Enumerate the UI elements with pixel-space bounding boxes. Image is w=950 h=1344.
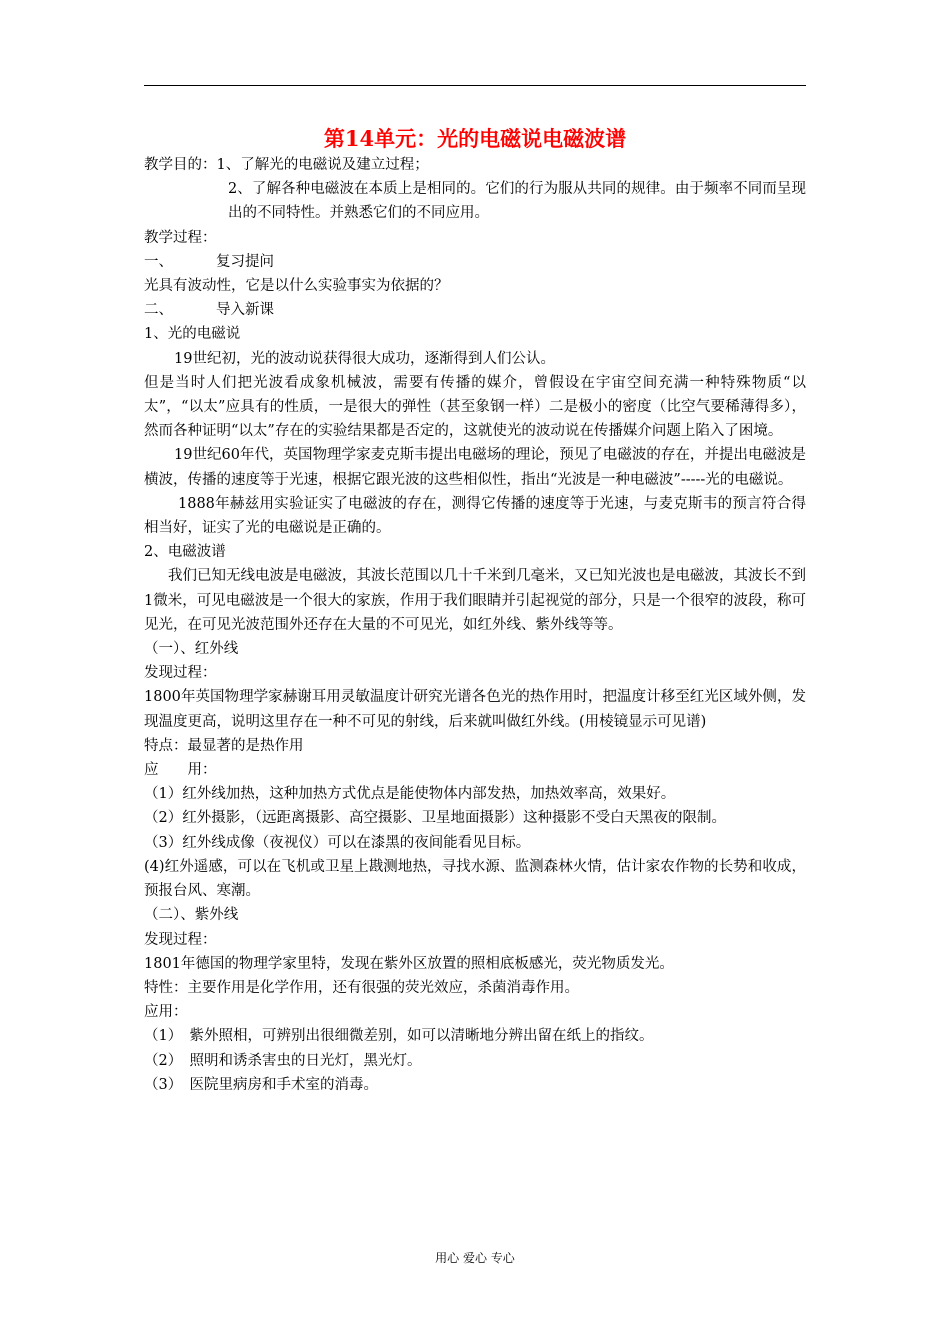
subsection-electromagnetic-theory: 1、光的电磁说 — [144, 326, 241, 343]
page-title: 第14单元：光的电磁说电磁波谱 — [323, 126, 627, 151]
infrared-application-3: （3）红外线成像（夜视仪）可以在漆黑的夜间能看见目标。 — [144, 834, 531, 851]
ultraviolet-application-label: 应用： — [144, 1004, 188, 1021]
ultraviolet-discovery-label: 发现过程： — [144, 931, 217, 948]
page-footer: 用心 爱心 专心 — [435, 1251, 515, 1265]
paragraph-spectrum: 我们已知无线电波是电磁波，其波长范围以几十千米到几毫米，又已知光波也是电磁波，其波长不到1微米，可见电磁波是一个很大的家族，作用于我们眼睛并引起视觉的部分，只是一个很窄的波段，称可见光，在可见光波范围外还存在大量的不可见光，如红外线、紫外线等等。 — [144, 568, 806, 633]
infrared-discovery-text: 1800年英国物理学家赫谢耳用灵敏温度计研究光谱各色光的热作用时，把温度计移至红光区域外侧，发现温度更高，说明这里存在一种不可见的射线，后来就叫做红外线。(用棱镜显示可见谱) — [144, 689, 806, 730]
infrared-heading: （一）、红外线 — [144, 641, 239, 658]
infrared-discovery-label: 发现过程： — [144, 665, 217, 682]
section-2-heading — [144, 298, 806, 322]
section-2-number: 二、 — [144, 302, 173, 319]
review-question: 光具有波动性，它是以什么实验事实为依据的？ — [144, 278, 449, 295]
paragraph-wave-theory: 19世纪初，光的波动说获得很大成功，逐渐得到人们公认。 — [174, 350, 555, 367]
paragraph-ether: 但是当时人们把光波看成象机械波，需要有传播的媒介，曾假设在宇宙空间充满一种特殊物质“以太”，“以太”应具有的性质，一是很大的弹性（甚至象钢一样）二是极小的密度（比空气要稀薄得多），然而各种证明“以太”存在的实验结果都是否定的，这就使光的波动说在传播媒介问题上陷入了困境。 — [144, 374, 806, 440]
header-rule — [144, 85, 806, 86]
ultraviolet-heading: （二）、紫外线 — [144, 907, 239, 924]
paragraph-hertz: 1888年赫兹用实验证实了电磁波的存在，测得它传播的速度等于光速，与麦克斯韦的预言符合得相当好，证实了光的电磁说是正确的。 — [144, 495, 806, 537]
infrared-feature: 特点：最显著的是热作用 — [144, 737, 304, 754]
ultraviolet-feature: 特性：主要作用是化学作用，还有很强的荧光效应，杀菌消毒作用。 — [144, 979, 579, 996]
ultraviolet-application-2: （2） 照明和诱杀害虫的日光灯，黑光灯。 — [144, 1052, 422, 1069]
subsection-spectrum: 2、电磁波谱 — [144, 544, 226, 561]
teaching-goal-2: 2、了解各种电磁波在本质上是相同的。它们的行为服从共同的规律。由于频率不同而呈现出的不同特性。并熟悉它们的不同应用。 — [228, 181, 806, 222]
infrared-application-label: 应 用： — [144, 762, 217, 779]
section-1-title: 复习提问 — [216, 253, 274, 270]
ultraviolet-application-1: （1） 紫外照相，可辨别出很细微差别，如可以清晰地分辨出留在纸上的指纹。 — [144, 1028, 654, 1045]
section-1-heading — [144, 250, 806, 274]
ultraviolet-application-3: （3） 医院里病房和手术室的消毒。 — [144, 1076, 378, 1093]
section-2-title: 导入新课 — [216, 302, 274, 319]
infrared-application-2: （2）红外摄影，（远距离摄影、高空摄影、卫星地面摄影）这种摄影不受白天黑夜的限制。 — [144, 810, 726, 827]
paragraph-maxwell: 19世纪60年代，英国物理学家麦克斯韦提出电磁场的理论，预见了电磁波的存在，并提出电磁波是横波，传播的速度等于光速，根据它跟光波的这些相似性，指出“光波是一种电磁波”-----光的电磁说。 — [144, 447, 806, 488]
infrared-application-4: (4)红外遥感，可以在飞机或卫星上戡测地热，寻找水源、监测森林火情，估计家农作物的长势和收成，预报台风、寒潮。 — [144, 858, 806, 900]
section-1-number: 一、 — [144, 253, 173, 270]
teaching-goal-1: 教学目的：1、了解光的电磁说及建立过程； — [144, 157, 429, 173]
infrared-application-1: （1）红外线加热，这种加热方式优点是能使物体内部发热，加热效率高，效果好。 — [144, 786, 676, 803]
ultraviolet-discovery-text: 1801年德国的物理学家里特，发现在紫外区放置的照相底板感光，荧光物质发光。 — [144, 955, 674, 972]
document-body — [144, 125, 806, 1097]
teaching-process-label: 教学过程： — [144, 229, 217, 246]
